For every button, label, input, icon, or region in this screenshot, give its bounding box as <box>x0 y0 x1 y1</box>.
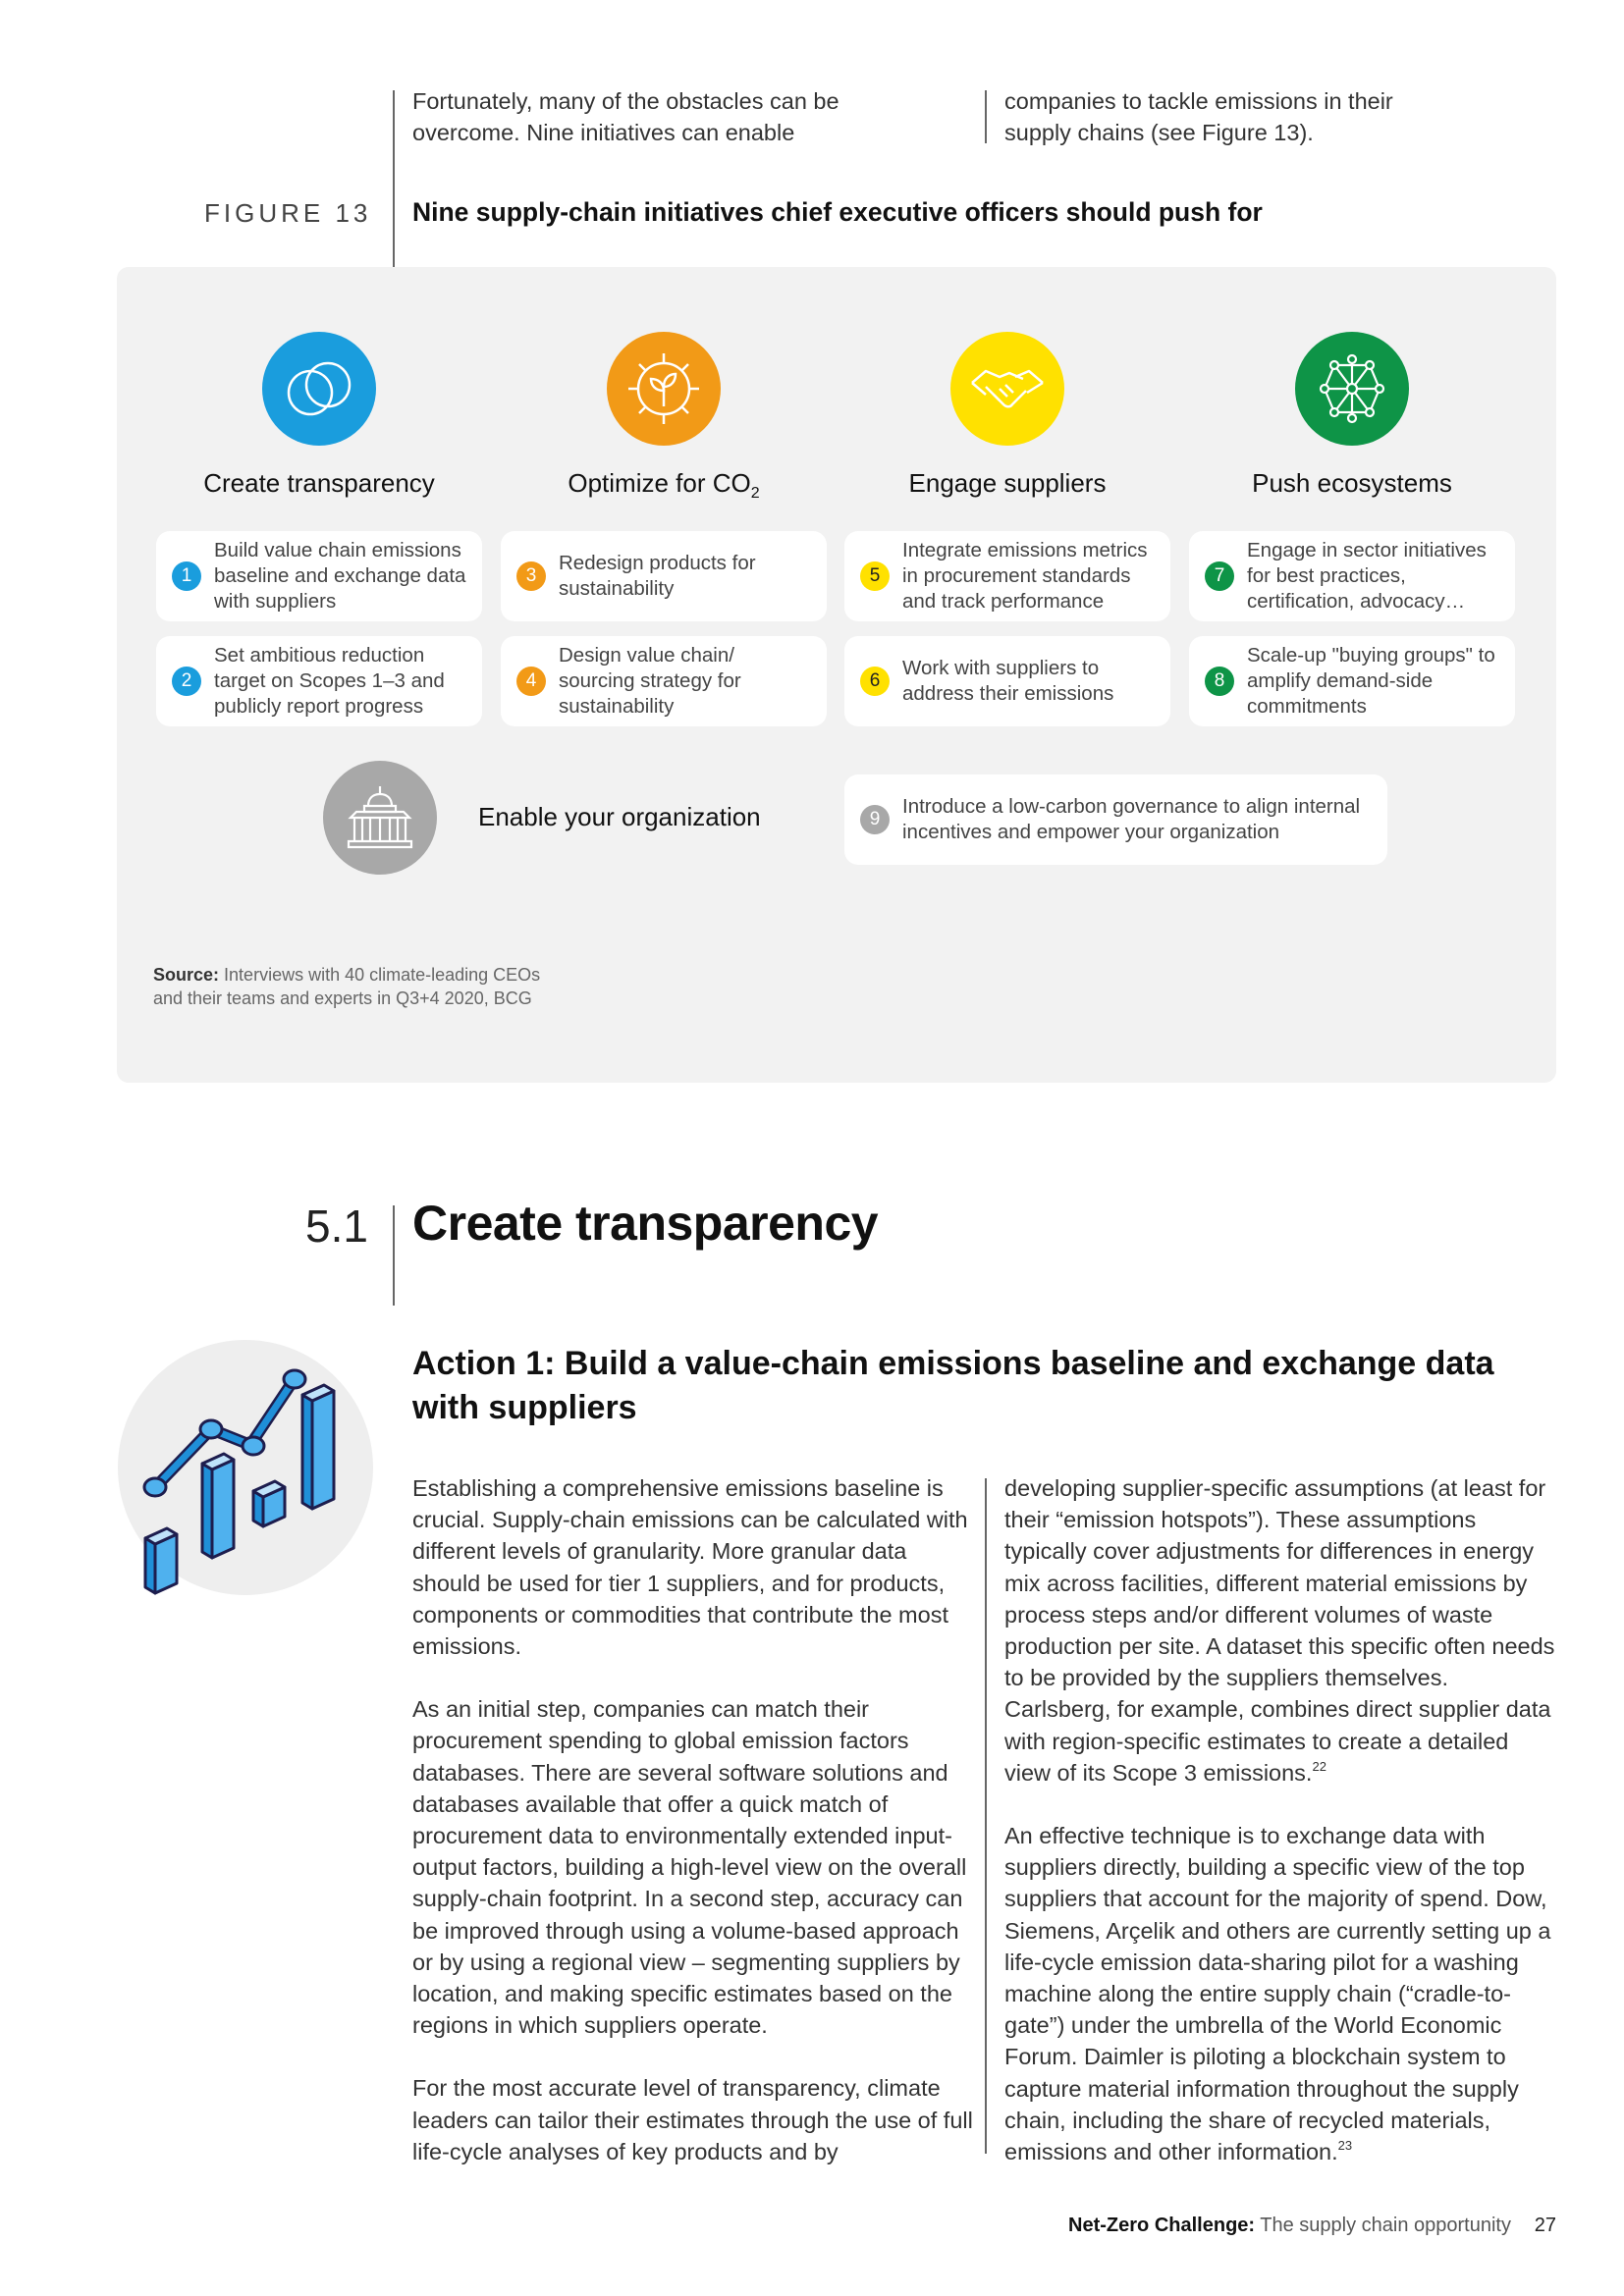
section-divider <box>393 1205 395 1306</box>
initiative-text-6: Work with suppliers to address their emissions <box>902 657 1114 705</box>
body-divider <box>985 1478 987 2154</box>
government-building-icon <box>323 761 437 875</box>
pillar-title-optimize-co2: Optimize for $CO_2$ <box>568 468 760 503</box>
body-col-2 <box>1004 1472 1559 2199</box>
initiative-number-7: 7 <box>1205 561 1234 591</box>
initiative-number-9: 9 <box>860 805 890 834</box>
rising-bar-chart-icon <box>118 1310 383 1605</box>
paragraph: developing supplier-specific assumptions (at least for their “emission hotspots”). These assumptions typically cover adjustments for differences in energy mix across facilities, different material emissions by process steps and/or different volumes of waste production per site. A dataset this specific often needs to be provided by the suppliers themselves. Carlsberg, for example, combines direct supplier data with region-specific estimates to create a detailed view of its Scope 3 emissions.$^{22}$ <box>1004 1475 1555 1786</box>
intro-divider-right <box>985 90 987 143</box>
section-title: Create transparency <box>412 1196 879 1251</box>
initiative-text-7: Engage in sector initiatives for best practices, certification, advocacy… <box>1247 539 1487 613</box>
figure-panel <box>117 267 1556 1083</box>
figure-title: Nine supply-chain initiatives chief executive officers should push for <box>412 197 1263 227</box>
initiative-number-8: 8 <box>1205 667 1234 696</box>
body-col-1 <box>412 1472 978 2199</box>
initiative-card-7 <box>1189 531 1515 621</box>
figure-label: FIGURE 13 <box>204 198 372 228</box>
initiative-text-2: Set ambitious reduction target on Scopes 1–3 and publicly report progress <box>214 644 445 718</box>
intro-col-1: Fortunately, many of the obstacles can be overcome. Nine initiatives can enable <box>412 88 839 145</box>
initiative-number-5: 5 <box>860 561 890 591</box>
page-number: 27 <box>1534 2215 1556 2236</box>
paragraph: As an initial step, companies can match their procurement spending to global emission factors databases. There are several software solutions and databases available that offer a quick match of procurement data to environmentally extended input-output factors, building a high-level view on the overall supply-chain footprint. In a second step, accuracy can be improved through using a volume-based approach or by using a regional view – segmenting suppliers by location, and making specific estimates based on the regions in which suppliers operate. <box>412 1696 967 2039</box>
initiative-text-3: Redesign products for sustainability <box>559 552 756 600</box>
paragraph: An effective technique is to exchange data with suppliers directly, building a specific view of the top suppliers that account for the majority of spend. Dow, Siemens, Arçelik and others are currently setting up a life-cycle emission data-sharing pilot for a washing machine along the entire supply chain (“cradle-to-gate”) under the umbrella of the World Economic Forum. Daimler is piloting a blockchain system to capture material information throughout the supply chain, including the share of recycled materials, emissions and other information.$^{23}$ <box>1004 1823 1551 2165</box>
initiative-card-8 <box>1189 636 1515 726</box>
initiative-card-9 <box>844 774 1387 865</box>
pillar-title-push-ecosystems: Push ecosystems <box>1252 468 1452 498</box>
network-icon <box>1295 332 1409 446</box>
initiative-card-5 <box>844 531 1170 621</box>
pillar-title-create-transparency: Create transparency <box>203 468 435 498</box>
initiative-text-5: Integrate emissions metrics in procurement standards and track performance <box>902 539 1148 613</box>
enable-organization-title: Enable your organization <box>478 802 761 831</box>
paragraph: Establishing a comprehensive emissions baseline is crucial. Supply-chain emissions can be calculated with different levels of granularity. More granular data should be used for tier 1 suppliers, and for products, components or commodities that contribute the most emissions. <box>412 1475 968 1660</box>
initiative-card-3 <box>501 531 827 621</box>
initiative-text-1: Build value chain emissions baseline and exchange data with suppliers <box>214 539 466 613</box>
initiative-number-1: 1 <box>172 561 201 591</box>
figure-source <box>153 963 566 1010</box>
interlocking-circles-icon <box>262 332 376 446</box>
footer-subtitle: The supply chain opportunity <box>1255 2215 1511 2236</box>
intro-col-2: companies to tackle emissions in their supply chains (see Figure 13). <box>1004 88 1393 145</box>
initiative-number-4: 4 <box>516 667 546 696</box>
section-number: 5.1 <box>305 1201 368 1252</box>
footer-report-name: Net-Zero Challenge: <box>1068 2215 1256 2236</box>
initiative-number-2: 2 <box>172 667 201 696</box>
footer-running-title <box>1068 2215 1511 2237</box>
initiative-number-3: 3 <box>516 561 546 591</box>
initiative-card-4 <box>501 636 827 726</box>
source-label: Source: <box>153 965 220 985</box>
initiative-card-6 <box>844 636 1170 726</box>
paragraph: For the most accurate level of transparency, climate leaders can tailor their estimates through the use of full life-cycle analyses of key products and by <box>412 2075 973 2164</box>
footnote-ref[interactable]: 22 <box>1312 1758 1326 1774</box>
footnote-ref[interactable]: 23 <box>1337 2138 1353 2154</box>
pillar-title-engage-suppliers: Engage suppliers <box>908 468 1107 498</box>
initiative-text-9: Introduce a low-carbon governance to align internal incentives and empower your organization <box>902 795 1361 843</box>
initiative-card-2 <box>156 636 482 726</box>
initiative-text-8: Scale-up "buying groups" to amplify demand-side commitments <box>1247 644 1495 718</box>
handshake-icon <box>950 332 1064 446</box>
intro-divider-left <box>393 90 395 267</box>
action-title: Action 1: Build a value-chain emissions baseline and exchange data with suppliers <box>412 1345 1494 1426</box>
initiative-text-4: Design value chain/ sourcing strategy for sustainability <box>559 644 741 718</box>
source-text: Interviews with 40 climate-leading CEOs and their teams and experts in Q3+4 2020, BCG <box>153 965 541 1008</box>
initiative-number-6: 6 <box>860 667 890 696</box>
initiative-card-1 <box>156 531 482 621</box>
gear-plant-icon <box>607 332 721 446</box>
